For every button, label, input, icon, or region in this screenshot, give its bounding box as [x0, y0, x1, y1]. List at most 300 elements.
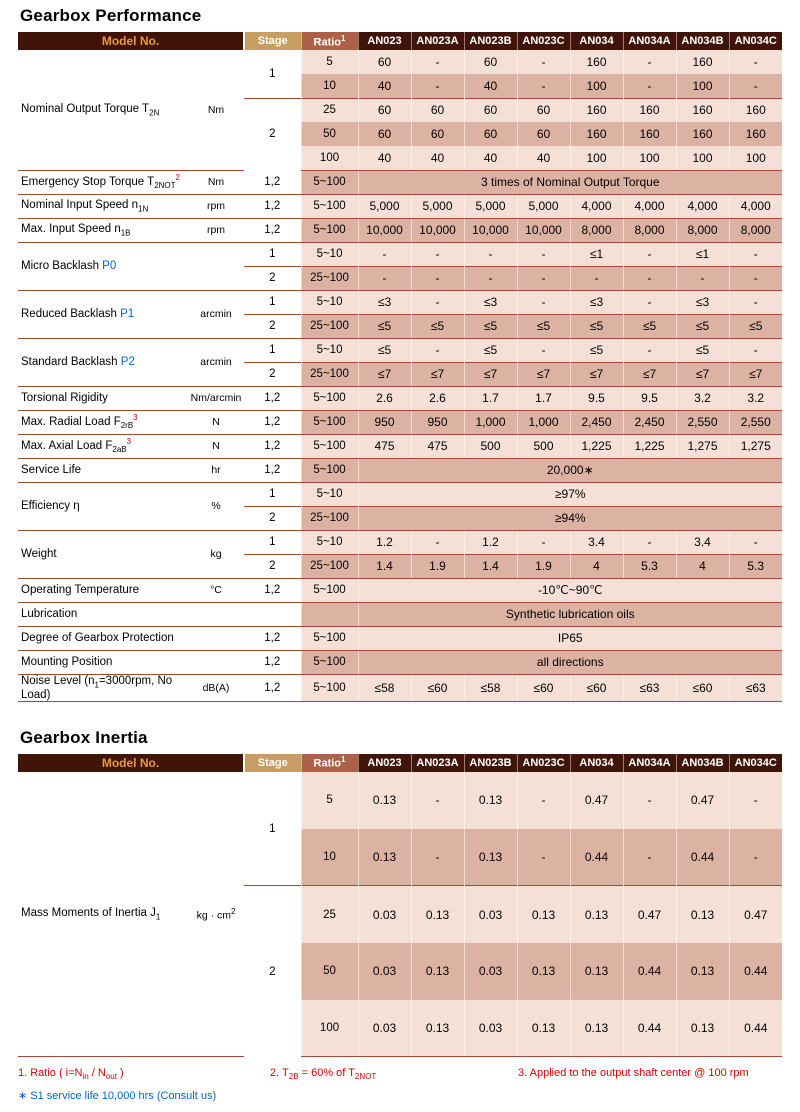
data-value: 8,000	[676, 218, 729, 242]
data-value: 160	[570, 50, 623, 74]
data-value: 0.13	[358, 829, 411, 886]
merged-value: ≥97%	[358, 482, 782, 506]
data-value: 0.13	[411, 886, 464, 943]
stage-value: 1,2	[244, 170, 301, 194]
data-value: 0.47	[570, 772, 623, 829]
sup-segment: 1	[341, 33, 346, 43]
sub-segment: 2rB	[120, 421, 134, 431]
data-value: 3.4	[676, 530, 729, 554]
param-label: Max. Radial Load $F_{2rB}^3$	[18, 410, 188, 434]
data-value: 4	[676, 554, 729, 578]
data-value: 0.44	[729, 943, 782, 1000]
data-value: 0.13	[676, 886, 729, 943]
model-header-an023b: AN023B	[464, 32, 517, 50]
data-value: 4,000	[676, 194, 729, 218]
table-row	[18, 434, 782, 458]
data-value: 1,275	[676, 434, 729, 458]
data-value: ≤58	[464, 674, 517, 701]
data-value: 2,450	[623, 410, 676, 434]
table-row	[18, 482, 782, 506]
model-header-an034a: AN034A	[623, 32, 676, 50]
table-row	[18, 650, 782, 674]
data-value: 2.6	[411, 386, 464, 410]
footnotes	[18, 1067, 782, 1102]
stage-header: Stage	[244, 754, 301, 772]
data-value: -	[729, 772, 782, 829]
header-row	[18, 754, 782, 772]
stage-value	[244, 602, 301, 626]
data-value: 1,000	[517, 410, 570, 434]
data-value: ≤5	[676, 314, 729, 338]
table-row	[18, 194, 782, 218]
data-value: 10,000	[464, 218, 517, 242]
data-value: -	[411, 50, 464, 74]
stage-value: 1	[244, 530, 301, 554]
unit-label	[188, 242, 244, 290]
ratio-value: 5~10	[301, 290, 358, 314]
param-label: Weight	[18, 530, 188, 578]
data-value: 5,000	[464, 194, 517, 218]
data-value: 100	[570, 74, 623, 98]
data-value: 5.3	[729, 554, 782, 578]
ratio-value: 25~100	[301, 362, 358, 386]
data-value: -	[517, 74, 570, 98]
data-value: -	[623, 829, 676, 886]
data-value: 0.13	[570, 1000, 623, 1057]
data-value: -	[623, 772, 676, 829]
data-value: ≤63	[729, 674, 782, 701]
ratio-value: 25~100	[301, 506, 358, 530]
label-segment: P2	[120, 356, 135, 368]
table-row	[18, 170, 782, 194]
table-row	[18, 578, 782, 602]
header-row	[18, 32, 782, 50]
data-value: -	[623, 266, 676, 290]
data-value: ≤7	[464, 362, 517, 386]
data-value: -	[729, 530, 782, 554]
model-no-header: Model No.	[18, 32, 244, 50]
ratio-value: 5~10	[301, 242, 358, 266]
stage-value: 1,2	[244, 458, 301, 482]
data-value: 5,000	[358, 194, 411, 218]
data-value: ≤1	[676, 242, 729, 266]
sub-segment: 2NOT	[354, 1072, 377, 1082]
ratio-value: 10	[301, 74, 358, 98]
data-value: 160	[729, 122, 782, 146]
unit-label: N	[188, 410, 244, 434]
merged-value: -10℃~90℃	[358, 578, 782, 602]
data-value: 0.13	[464, 772, 517, 829]
sub-segment: 1B	[120, 228, 131, 238]
ratio-value: 5~100	[301, 578, 358, 602]
data-value: 60	[358, 50, 411, 74]
ratio-header: Ratio$^1$	[301, 32, 358, 50]
inertia-table-head	[18, 754, 782, 772]
data-value: -	[517, 338, 570, 362]
data-value: 10,000	[411, 218, 464, 242]
data-value: 1,275	[729, 434, 782, 458]
data-value: 60	[464, 50, 517, 74]
data-value: -	[517, 772, 570, 829]
data-value: 475	[358, 434, 411, 458]
data-value: 160	[623, 98, 676, 122]
param-label: Standard Backlash P2	[18, 338, 188, 386]
data-value: ≤5	[570, 338, 623, 362]
stage-value: 2	[244, 314, 301, 338]
sup-segment: 1	[341, 755, 346, 765]
model-header-an034a: AN034A	[623, 754, 676, 772]
table-row	[18, 242, 782, 266]
data-value: ≤3	[676, 290, 729, 314]
data-value: -	[411, 772, 464, 829]
stage-header: Stage	[244, 32, 301, 50]
data-value: 2,450	[570, 410, 623, 434]
data-value: 0.13	[411, 1000, 464, 1057]
param-label: Operating Temperature	[18, 578, 188, 602]
data-value: 160	[676, 98, 729, 122]
unit-label: rpm	[188, 194, 244, 218]
data-value: -	[729, 50, 782, 74]
data-value: 0.47	[623, 886, 676, 943]
unit-label: Nm/arcmin	[188, 386, 244, 410]
sub-segment: 2N	[149, 107, 160, 117]
ratio-value: 10	[301, 829, 358, 886]
data-value: -	[411, 338, 464, 362]
data-value: 0.13	[517, 886, 570, 943]
ratio-value: 5~100	[301, 458, 358, 482]
data-value: 4,000	[729, 194, 782, 218]
ratio-value: 25~100	[301, 554, 358, 578]
stage-value: 1,2	[244, 386, 301, 410]
table-row	[18, 674, 782, 701]
model-header-an023a: AN023A	[411, 32, 464, 50]
data-value: 4	[570, 554, 623, 578]
ratio-value: 25~100	[301, 266, 358, 290]
data-value: ≤5	[623, 314, 676, 338]
sub-segment: 2NOT	[154, 181, 176, 191]
data-value: -	[623, 338, 676, 362]
ratio-value: 5~100	[301, 674, 358, 701]
data-value: -	[517, 50, 570, 74]
data-value: 40	[464, 146, 517, 170]
unit-label: rpm	[188, 218, 244, 242]
ratio-value: 5~100	[301, 626, 358, 650]
data-value: 3.4	[570, 530, 623, 554]
data-value: 160	[570, 122, 623, 146]
param-label: Mass Moments of Inertia $J_1$	[18, 772, 188, 1057]
stage-value: 1,2	[244, 194, 301, 218]
data-value: 0.44	[729, 1000, 782, 1057]
data-value: 1.9	[517, 554, 570, 578]
data-value: -	[411, 829, 464, 886]
data-value: ≤5	[570, 314, 623, 338]
data-value: 0.44	[676, 829, 729, 886]
unit-label: °C	[188, 578, 244, 602]
data-value: 5.3	[623, 554, 676, 578]
data-value: 60	[517, 122, 570, 146]
data-value: 1.7	[464, 386, 517, 410]
unit-label: kg	[188, 530, 244, 578]
table-row	[18, 602, 782, 626]
sup-segment: 3	[126, 437, 132, 447]
data-value: 1,000	[464, 410, 517, 434]
stage-value: 1,2	[244, 410, 301, 434]
data-value: 0.03	[358, 886, 411, 943]
model-header-an034b: AN034B	[676, 32, 729, 50]
data-value: ≤58	[358, 674, 411, 701]
data-value: 2.6	[358, 386, 411, 410]
sub-segment: 1N	[138, 204, 149, 214]
inertia-table	[18, 754, 782, 1058]
data-value: 160	[623, 122, 676, 146]
ratio-value: 100	[301, 1000, 358, 1057]
data-value: 0.03	[464, 1000, 517, 1057]
model-header-an034b: AN034B	[676, 754, 729, 772]
section-title-performance: Gearbox Performance	[20, 6, 202, 25]
data-value: ≤5	[358, 314, 411, 338]
param-label: Reduced Backlash P1	[18, 290, 188, 338]
merged-value: all directions	[358, 650, 782, 674]
sub-segment: 2B	[288, 1072, 299, 1082]
unit-label: arcmin	[188, 290, 244, 338]
data-value: ≤1	[570, 242, 623, 266]
section-title-inertia: Gearbox Inertia	[20, 727, 148, 747]
model-header-an023c: AN023C	[517, 32, 570, 50]
ratio-value: 5~100	[301, 194, 358, 218]
data-value: 0.13	[676, 943, 729, 1000]
stage-value: 1	[244, 338, 301, 362]
label-segment: P0	[102, 260, 117, 272]
ratio-value: 5~100	[301, 170, 358, 194]
sup-segment: 2	[230, 906, 236, 916]
data-value: ≤7	[729, 362, 782, 386]
data-value: 100	[570, 146, 623, 170]
data-value: -	[623, 530, 676, 554]
data-value: -	[411, 290, 464, 314]
data-value: 60	[464, 122, 517, 146]
table-row	[18, 290, 782, 314]
unit-label: %	[188, 482, 244, 530]
ratio-value: 5~10	[301, 482, 358, 506]
sub-segment: 1	[155, 912, 161, 922]
table-row	[18, 626, 782, 650]
data-value: ≤5	[676, 338, 729, 362]
data-value: ≤7	[358, 362, 411, 386]
data-value: -	[623, 74, 676, 98]
data-value: ≤7	[517, 362, 570, 386]
stage-value: 1,2	[244, 218, 301, 242]
label-segment: P1	[120, 308, 135, 320]
model-header-an023: AN023	[358, 754, 411, 772]
data-value: 40	[517, 146, 570, 170]
data-value: 1.4	[358, 554, 411, 578]
data-value: 4,000	[623, 194, 676, 218]
data-value: ≤60	[517, 674, 570, 701]
merged-value: ≥94%	[358, 506, 782, 530]
data-value: 1.2	[464, 530, 517, 554]
model-no-header: Model No.	[18, 754, 244, 772]
data-value: 100	[676, 74, 729, 98]
data-value: 0.13	[570, 943, 623, 1000]
table-row	[18, 458, 782, 482]
footnote-ratio: 1. Ratio ( $i=N_{in} / N_{out}$ )	[18, 1067, 124, 1082]
unit-label: Nm	[188, 50, 244, 170]
ratio-value: 25	[301, 886, 358, 943]
data-value: 0.13	[676, 1000, 729, 1057]
model-header-an034: AN034	[570, 754, 623, 772]
data-value: -	[676, 266, 729, 290]
data-value: 1.2	[358, 530, 411, 554]
unit-label: arcmin	[188, 338, 244, 386]
ratio-value: 50	[301, 122, 358, 146]
stage-value: 1	[244, 50, 301, 98]
performance-table-body	[18, 50, 782, 701]
data-value: 1,225	[623, 434, 676, 458]
data-value: 0.03	[464, 886, 517, 943]
stage-value: 1	[244, 772, 301, 886]
data-value: 8,000	[729, 218, 782, 242]
data-value: 60	[464, 98, 517, 122]
data-value: 5,000	[517, 194, 570, 218]
data-value: 3.2	[676, 386, 729, 410]
data-value: 1.9	[411, 554, 464, 578]
data-value: ≤7	[570, 362, 623, 386]
sub-segment: 1	[94, 679, 99, 689]
table-row	[18, 772, 782, 829]
data-value: ≤3	[570, 290, 623, 314]
merged-value: Synthetic lubrication oils	[358, 602, 782, 626]
param-label: Degree of Gearbox Protection	[18, 626, 188, 650]
data-value: ≤3	[464, 290, 517, 314]
stage-value: 2	[244, 98, 301, 170]
data-value: 2,550	[729, 410, 782, 434]
param-label: Mounting Position	[18, 650, 188, 674]
data-value: ≤5	[464, 338, 517, 362]
data-value: -	[517, 530, 570, 554]
data-value: 10,000	[358, 218, 411, 242]
ratio-value: 5~10	[301, 338, 358, 362]
data-value: 60	[411, 122, 464, 146]
ratio-value	[301, 602, 358, 626]
data-value: -	[517, 242, 570, 266]
table-row	[18, 530, 782, 554]
ratio-value: 5~100	[301, 410, 358, 434]
data-value: 0.44	[623, 943, 676, 1000]
stage-value: 2	[244, 266, 301, 290]
data-value: 160	[676, 50, 729, 74]
data-value: -	[729, 266, 782, 290]
stage-value: 1,2	[244, 434, 301, 458]
param-label: Max. Input Speed $n_{1B}$	[18, 218, 188, 242]
data-value: ≤7	[623, 362, 676, 386]
data-value: 100	[623, 146, 676, 170]
param-label: Efficiency η	[18, 482, 188, 530]
sub-segment: in	[82, 1072, 89, 1082]
param-label: Service Life	[18, 458, 188, 482]
ratio-value: 5	[301, 772, 358, 829]
stage-value: 1,2	[244, 626, 301, 650]
data-value: ≤63	[623, 674, 676, 701]
data-value: 950	[358, 410, 411, 434]
data-value: ≤5	[729, 314, 782, 338]
data-value: ≤5	[358, 338, 411, 362]
data-value: 9.5	[570, 386, 623, 410]
data-value: 60	[358, 122, 411, 146]
stage-value: 2	[244, 362, 301, 386]
table-row	[18, 50, 782, 74]
data-value: ≤60	[570, 674, 623, 701]
data-value: ≤5	[464, 314, 517, 338]
param-label: Emergency Stop Torque $T_{2NOT}^2$	[18, 170, 188, 194]
ratio-value: 50	[301, 943, 358, 1000]
data-value: -	[358, 266, 411, 290]
footnote-applied: 3. Applied to the output shaft center @ 100 rpm	[518, 1067, 749, 1080]
param-label: Nominal Output Torque $T_{2N}$	[18, 50, 188, 170]
data-value: 1,225	[570, 434, 623, 458]
data-value: 0.03	[464, 943, 517, 1000]
data-value: 3.2	[729, 386, 782, 410]
data-value: 500	[464, 434, 517, 458]
data-value: -	[464, 266, 517, 290]
ratio-value: 5~10	[301, 530, 358, 554]
data-value: 10,000	[517, 218, 570, 242]
data-value: ≤7	[411, 362, 464, 386]
data-value: 60	[517, 98, 570, 122]
table-row	[18, 410, 782, 434]
data-value: 8,000	[570, 218, 623, 242]
model-header-an034c: AN034C	[729, 32, 782, 50]
data-value: -	[623, 290, 676, 314]
data-value: 4,000	[570, 194, 623, 218]
data-value: -	[517, 266, 570, 290]
ratio-value: 100	[301, 146, 358, 170]
ratio-header: Ratio$^1$	[301, 754, 358, 772]
data-value: 0.44	[623, 1000, 676, 1057]
data-value: -	[411, 530, 464, 554]
data-value: 1.7	[517, 386, 570, 410]
data-value: -	[623, 242, 676, 266]
stage-value: 2	[244, 554, 301, 578]
ratio-value: 5~100	[301, 650, 358, 674]
data-value: -	[729, 290, 782, 314]
data-value: 1.4	[464, 554, 517, 578]
table-row	[18, 338, 782, 362]
merged-value: 20,000∗	[358, 458, 782, 482]
performance-table-head	[18, 32, 782, 50]
param-label: Nominal Input Speed $n_{1N}$	[18, 194, 188, 218]
data-value: 0.13	[464, 829, 517, 886]
model-header-an034: AN034	[570, 32, 623, 50]
unit-label: N	[188, 434, 244, 458]
model-header-an034c: AN034C	[729, 754, 782, 772]
stage-value: 2	[244, 506, 301, 530]
data-value: -	[517, 290, 570, 314]
data-value: 160	[729, 98, 782, 122]
unit-label: hr	[188, 458, 244, 482]
unit-label	[188, 650, 244, 674]
footnote-service-life: ∗ S1 service life 10,000 hrs (Consult us)	[18, 1090, 217, 1103]
model-header-an023a: AN023A	[411, 754, 464, 772]
unit-label: kg · $cm^2$	[188, 772, 244, 1057]
data-value: 0.03	[358, 1000, 411, 1057]
sub-segment: 2aB	[112, 445, 127, 455]
stage-value: 1,2	[244, 674, 301, 701]
data-value: ≤60	[411, 674, 464, 701]
stage-value: 2	[244, 886, 301, 1057]
unit-label	[188, 626, 244, 650]
stage-value: 1	[244, 290, 301, 314]
data-value: -	[517, 829, 570, 886]
